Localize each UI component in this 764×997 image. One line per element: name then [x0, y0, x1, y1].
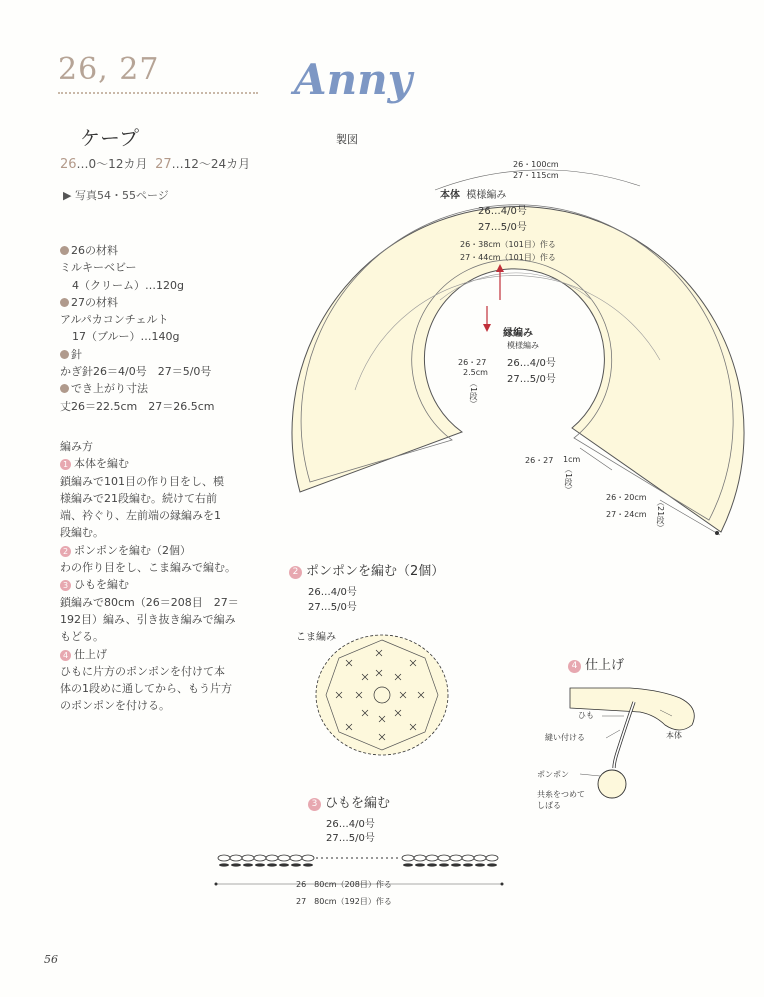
side-rows: （1段）	[564, 465, 573, 495]
cord-length-26: 26 80cm（208目）作る	[296, 880, 392, 889]
cord-hook-26: 26…4/0号	[326, 819, 375, 830]
finish-body-label: 本体	[666, 731, 682, 740]
corner-dot	[715, 531, 719, 535]
materials-27-yarn: アルパカコンチェルト	[60, 313, 169, 327]
step3-line: 鎖編みで80cm（26＝208目 27＝	[60, 595, 239, 609]
leader-line	[606, 730, 620, 738]
slip-stitches	[219, 863, 497, 866]
finish-pompom-label: ポンポン	[537, 770, 569, 779]
dim-end-dot	[215, 883, 218, 886]
diagram-title: 製図	[336, 133, 358, 146]
outer-size-27: 27・115cm	[513, 171, 559, 180]
step-number-icon: 1	[60, 459, 71, 470]
body-label: 本体 模様編み	[440, 190, 507, 201]
step1-line: 様編みで21段編む。続けて右前	[60, 491, 217, 505]
size27-age: …12～24カ月	[171, 157, 251, 171]
step-number-icon: 2	[60, 546, 71, 557]
step4-title: 4 仕上げ	[60, 646, 250, 663]
step-number-icon: 3	[60, 580, 71, 591]
step-number-icon: 4	[60, 650, 71, 661]
step-number-icon: 2	[289, 566, 302, 579]
finish-cord-label: ひも	[578, 711, 594, 720]
pompom-stitch-label: こま編み	[296, 632, 336, 643]
photo-reference: ▶ 写真54・55ページ	[63, 189, 169, 202]
arrow-down-icon	[483, 324, 491, 332]
pompom-hook-27: 27…5/0号	[308, 602, 357, 613]
size27-number: 27	[155, 157, 172, 172]
side-width: 1cm	[563, 455, 581, 464]
pattern-number: 26, 27	[58, 52, 160, 87]
materials-26-yarn: ミルキーベビー	[60, 261, 137, 275]
yarn-brand-title: Anny	[294, 55, 413, 104]
size26-age: …0～12カ月	[76, 157, 148, 171]
step3-title: 3 ひもを編む	[60, 576, 250, 593]
inner-width: 2.5cm	[463, 368, 488, 377]
length-26: 26・20cm	[606, 493, 647, 502]
inner-size-label: 26・27	[458, 358, 487, 367]
size26-number: 26	[60, 157, 77, 172]
step1-line: 鎖編みで101目の作り目をし、模	[60, 474, 224, 488]
finish-title: 4 仕上げ	[568, 654, 624, 673]
step3-line: もどる。	[60, 630, 104, 644]
start-chain-26: 26・38cm（101目）作る	[460, 240, 556, 249]
edge-pattern: 模様編み	[507, 341, 539, 350]
pompom-ball	[598, 770, 626, 798]
edge-hook-27: 27…5/0号	[507, 374, 556, 385]
step1-line: 端、衿ぐり、左前端の縁編みを1	[60, 509, 221, 523]
finish-tie-label-2: しばる	[537, 801, 561, 810]
leader-line	[580, 774, 600, 776]
inner-rows: （1段）	[469, 379, 478, 409]
needle-heading: 針	[60, 346, 215, 363]
materials-26-amount: 4（クリーム）…120g	[72, 278, 184, 292]
length-rows: （21段）	[656, 498, 665, 533]
step1-title: 1 本体を編む	[60, 455, 250, 472]
edge-hook-26: 26…4/0号	[507, 358, 556, 369]
page-number: 56	[44, 953, 58, 966]
needle-value: かぎ針26＝4/0号 27＝5/0号	[60, 365, 212, 379]
cord-hook-27: 27…5/0号	[326, 833, 375, 844]
body-hook-27: 27…5/0号	[478, 222, 527, 233]
step4-line: ひもに片方のポンポンを付けて本	[60, 664, 225, 678]
finish-tie-label: 共糸をつめて	[537, 790, 585, 799]
edge-label: 縁編み	[503, 328, 533, 339]
finished-heading: でき上がり寸法	[60, 380, 215, 397]
finished-value: 丈26＝22.5cm 27＝26.5cm	[60, 399, 215, 413]
body-hook-26: 26…4/0号	[478, 206, 527, 217]
step-number-icon: 4	[568, 660, 581, 673]
cord-title: 3 ひもを編む	[308, 792, 390, 811]
side-size-label: 26・27	[525, 456, 554, 465]
outer-size-26: 26・100cm	[513, 160, 559, 169]
step-number-icon: 3	[308, 798, 321, 811]
step2-line: わの作り目をし、こま編みで編む。	[60, 561, 236, 575]
length-27: 27・24cm	[606, 510, 647, 519]
step4-line: 体の1段めに通してから、もう片方	[60, 682, 232, 696]
step2-title: 2 ポンポンを編む（2個）	[60, 542, 250, 559]
pompom-title: 2 ポンポンを編む（2個）	[289, 560, 444, 579]
pompom-hook-26: 26…4/0号	[308, 587, 357, 598]
step4-line: のポンポンを付ける。	[60, 699, 170, 713]
materials-27-heading: 27の材料	[60, 294, 215, 311]
materials-27-amount: 17（ブルー）…140g	[72, 330, 180, 344]
step3-line: 192目）編み、引き抜き編みで編み	[60, 612, 236, 626]
dim-end-dot	[501, 883, 504, 886]
start-chain-27: 27・44cm（101目）作る	[460, 253, 556, 262]
materials-26-heading: 26の材料	[60, 242, 215, 259]
method-heading: 編み方	[60, 440, 93, 453]
item-title: ケープ	[80, 126, 139, 150]
cord-length-27: 27 80cm（192目）作る	[296, 897, 392, 906]
step1-line: 段編む。	[60, 526, 104, 540]
finish-attach-label: 縫い付ける	[545, 733, 585, 742]
pompom-chart	[310, 630, 455, 760]
